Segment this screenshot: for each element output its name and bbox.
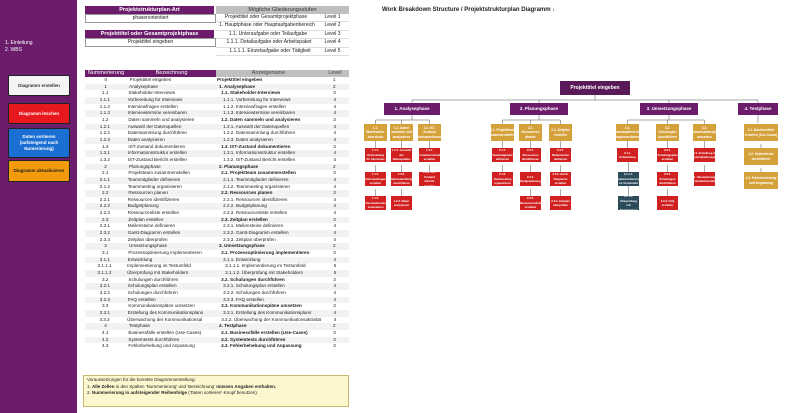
cell-level: 3 <box>333 190 336 196</box>
cell-display-name: 1.3.1. Informationsstruktur erstellen <box>223 150 296 156</box>
cell-level: 2 <box>333 323 336 329</box>
cell-level: 4 <box>333 309 337 315</box>
cell-display-name: 3.1.1.1. Implementierung im Testumfeld <box>225 263 306 269</box>
cell-name[interactable]: Informationsstruktur erstellen <box>127 150 187 156</box>
cell-name[interactable]: Gantt-Diagramm erstellen <box>127 230 181 236</box>
level-label: Level 5 <box>324 47 341 54</box>
cell-name[interactable]: Fehlerbehebung und Anpassung <box>128 343 195 349</box>
cell-name[interactable]: Kommunikationspläne umsetzen <box>128 303 195 309</box>
cell-display-name: 2. Planungsphase <box>219 163 259 169</box>
cell-name[interactable]: Ressourcen identifizieren <box>127 196 180 202</box>
col-numbering: Nummerierung <box>85 70 127 77</box>
wbs-l4-node[interactable]: 1.2.1. Auswahl der Datenquellen <box>391 148 412 162</box>
cell-numbering[interactable]: 2.2 <box>102 190 109 196</box>
note-line-1-end: müssen Angaben enthalten. <box>216 383 277 389</box>
cell-name[interactable]: Implementierung im Testumfeld <box>127 263 191 269</box>
wbs-l3-node[interactable]: 3.2. Schulungen durchführen <box>656 124 679 141</box>
nav-link-einleitung[interactable]: 1. Einleitung <box>5 40 33 46</box>
cell-numbering[interactable]: 3 <box>104 243 107 249</box>
create-diagram-button[interactable]: Diagramm erstellen <box>8 75 70 96</box>
wbs-l4-node[interactable]: 3.3.2. Überwachung der Kommunikationsaktivität <box>694 172 715 186</box>
cell-level: 4 <box>333 183 337 189</box>
cell-display-name: 4.3. Fehlerbehebung und Anpassung <box>221 343 302 349</box>
cell-name[interactable]: IST-Zustand Bericht erstellen <box>127 156 187 162</box>
cell-numbering[interactable]: 2.3.3 <box>99 236 110 242</box>
cell-level: 4 <box>333 316 337 322</box>
cell-numbering[interactable]: 2 <box>104 163 107 169</box>
wbs-l3-node[interactable]: 1.3. IST-Zustand dokumentieren <box>418 124 441 141</box>
cell-level: 3 <box>333 329 336 335</box>
cell-numbering[interactable]: 3.2.2 <box>99 290 110 295</box>
cell-name[interactable]: IST-Zustand dokumentieren <box>128 143 186 149</box>
cell-numbering[interactable]: 3.3.1 <box>99 309 110 315</box>
cell-display-name: 3. Umsetzungsphase <box>219 243 265 249</box>
cell-name[interactable]: Analysephase <box>129 83 158 89</box>
cell-level: 4 <box>333 156 337 162</box>
cell-numbering[interactable]: 1 <box>104 83 107 89</box>
cell-display-name: 4.2. Systemtests durchführen <box>221 336 286 342</box>
cell-numbering[interactable]: 4.1 <box>102 329 109 335</box>
cell-name[interactable]: Teammitglieder definieren <box>127 176 181 182</box>
cell-level: 4 <box>333 256 337 262</box>
cell-numbering[interactable]: 1.1.1 <box>99 96 110 102</box>
cell-display-name: 1.1. Stakeholder-Interviews <box>221 90 281 96</box>
cell-level: 5 <box>333 263 337 269</box>
wbs-l3-node[interactable]: 2.2. Ressourcen planen <box>519 124 542 141</box>
wbs-l3-node[interactable]: 3.3. Kommunikationspläne umsetzen <box>693 124 716 141</box>
cell-name[interactable]: Vorbereitung für Interviews <box>127 96 183 102</box>
cell-numbering[interactable]: 3.3 <box>102 303 109 309</box>
cell-level: 2 <box>333 83 336 89</box>
wbs-l4-node[interactable]: 1.3.1. Informationsstruktur erstellen <box>415 148 444 162</box>
cell-display-name: 2.3.3. Zeitplan überprüfen <box>223 236 276 242</box>
cell-level: 4 <box>333 290 337 295</box>
cell-name[interactable]: Interviewfragen erstellen <box>127 103 178 109</box>
cell-display-name: 1.1.3. Interviewtermine vereinbaren <box>223 110 296 116</box>
wbs-l4-node[interactable]: 1.1.3. Interviewtermine vereinbaren <box>364 196 387 210</box>
cell-numbering[interactable]: 2.2.3 <box>99 210 110 216</box>
cell-numbering[interactable]: 3.1.1 <box>99 256 110 262</box>
note-line-1: 1. Alle Zellen in den Spalten 'Nummerierung' und 'Bezeichnung' müssen Angaben enthalten. <box>87 383 277 389</box>
structure-type-select[interactable]: phasenorientiert <box>85 14 216 23</box>
wbs-l4-node[interactable]: 3.2.2. Schulungen durchführen <box>657 172 678 186</box>
cell-numbering[interactable]: 1.2 <box>102 116 109 122</box>
wbs-l3-node[interactable]: 1.1. Stakeholder-Interviews <box>364 124 387 141</box>
wbs-l3-node[interactable]: 2.1. Projektteam zusammenstellen <box>491 124 514 141</box>
note-line-2: 2. Nummerierung in aufsteigender Reihenfolge ('Daten sortieren'-Knopf benutzen). <box>87 390 259 395</box>
cell-numbering[interactable]: 3.3.2 <box>99 316 110 322</box>
cell-numbering[interactable]: 4.2 <box>102 336 109 342</box>
level-label: Level 2 <box>324 22 341 29</box>
cell-level: 4 <box>333 210 337 216</box>
cell-level: 4 <box>333 110 337 116</box>
cell-name[interactable]: Planungsphase <box>129 163 161 169</box>
cell-level: 3 <box>333 250 336 256</box>
top-level-input[interactable]: Projekttitel eingeben <box>85 38 216 47</box>
cell-name[interactable]: FAQ erstellen <box>127 296 156 302</box>
cell-display-name: 1.2. Daten sammeln und analysieren <box>221 116 301 122</box>
cell-numbering[interactable]: 1.3 <box>102 143 109 149</box>
cell-numbering[interactable]: 2.3.1 <box>99 223 110 229</box>
cell-display-name: 4. Testphase <box>219 323 247 329</box>
note-line-1-bold: Alle Zellen <box>92 383 115 389</box>
cell-display-name: 1.2.3. Daten analysieren <box>223 136 273 142</box>
cell-name[interactable]: Datensammlung durchführen <box>127 130 187 136</box>
cell-display-name: 3.1.1.2. Überprüfung mit Stakeholdern <box>225 270 304 276</box>
wbs-l3-node[interactable]: 2.3. Zeitplan erstellen <box>549 124 572 141</box>
delete-diagram-button[interactable]: Diagramm löschen <box>8 103 70 124</box>
wbs-l4-node[interactable]: 1.3.2. IST-Zustand Bericht erstellen <box>419 172 440 186</box>
level-desc: 1.1.1. Detailaufgabe oder Arbeitspaket <box>226 39 312 46</box>
note-line-2-end: ('Daten sortieren'-Knopf benutzen). <box>187 390 259 395</box>
level-desc: 1. Hauptphase oder Hauptaufgabenbereich <box>219 22 315 29</box>
cell-level: 4 <box>333 130 337 136</box>
cell-name[interactable]: Auswahl der Datenquellen <box>127 123 182 129</box>
col-name: Bezeichnung <box>127 70 216 77</box>
cell-name[interactable]: Ressourcenliste erstellen <box>127 210 180 216</box>
cell-display-name: 1.2.1. Auswahl der Datenquellen <box>223 123 290 129</box>
diagram-title-text: Work Breakdown Structure / Projektstrukturplan Diagramm <box>382 7 551 13</box>
cell-numbering[interactable]: 3.2.3 <box>99 296 110 302</box>
wbs-l3-node[interactable]: 1.2. Daten sammeln und analysieren <box>390 124 413 141</box>
cell-display-name: 2.1. Projektteam zusammenstellen <box>221 170 296 176</box>
cell-name[interactable]: Umsetzungsphase <box>129 243 168 249</box>
cell-numbering[interactable]: 1.2.2 <box>99 130 110 136</box>
wbs-l4-node[interactable]: 1.2.2. Datensammlung durchführen <box>390 172 413 186</box>
cell-display-name: 1.3. IST-Zustand dokumentieren <box>221 143 291 149</box>
cell-name[interactable]: Daten sammeln und analysieren <box>128 116 195 122</box>
cell-name[interactable]: Teammeeting organisieren <box>127 183 182 189</box>
wbs-l4-node[interactable]: 2.3.1. Meilensteine definieren <box>550 148 571 162</box>
cell-level: 2 <box>333 163 336 169</box>
cell-level: 5 <box>333 270 337 276</box>
level-desc: 1.1.1.1. Einzelaufgabe oder Tätigkeit <box>229 47 311 54</box>
wbs-l3-node[interactable]: 4.2. Systemtests durchführen <box>744 148 778 165</box>
cell-numbering[interactable]: 2.1 <box>102 170 109 176</box>
wbs-l4-node[interactable]: 2.2.1. Ressourcen identifizieren <box>521 148 540 162</box>
cell-level: 3 <box>333 336 336 342</box>
cell-display-name: 2.3.2. Gantt-Diagramm erstellen <box>223 230 289 236</box>
cell-numbering[interactable]: 2.1.1 <box>99 176 110 182</box>
cell-display-name: 1.1.1. Vorbereitung für Interviews <box>223 96 291 102</box>
cell-display-name: 3.3.2. Überwachung der Kommunikationsaktivität <box>221 316 322 322</box>
top-level-header: Projekttitel oder Gesamtprojektphase <box>85 30 214 38</box>
wbs-l4-node[interactable]: 3.2.1. Schulungsplan erstellen <box>657 148 678 162</box>
wbs-l5-node[interactable]: 3.1.1.2. Überprüfung mit Stakeholdern <box>619 194 638 212</box>
cell-name[interactable]: Stakeholder-Interviews <box>128 90 176 96</box>
cell-level: 3 <box>333 276 336 282</box>
cell-name[interactable]: Überwachung der Kommunikationsal <box>127 316 203 322</box>
level-desc: 1.1. Unteraufgabe oder Teilaufgabe <box>228 30 308 37</box>
wbs-l4-node[interactable]: 3.1.1. Entwicklung <box>617 148 638 162</box>
cell-name[interactable]: Zeitplan überprüfen <box>127 236 168 242</box>
wbs-l5-node[interactable]: 3.1.1.1. Implementierung im Testumfeld <box>617 172 640 186</box>
cell-display-name: 2.2.1. Ressourcen identifizieren <box>223 196 288 202</box>
cell-display-name: 3.2.3. FAQ erstellen <box>223 296 264 302</box>
cell-display-name: 3.2.1. Schulungsplan erstellen <box>223 283 285 289</box>
cell-level: 3 <box>333 90 336 96</box>
wbs-l4-node[interactable]: 1.2.3. Daten analysieren <box>391 196 412 210</box>
cell-name[interactable]: Schulungen durchführen <box>128 276 179 282</box>
cell-display-name: 1. Analysephase <box>219 83 255 89</box>
cell-name[interactable]: Zeitplan erstellen <box>128 216 164 222</box>
cell-name[interactable]: Businessfälle erstellen (Use-Cases) <box>128 329 202 335</box>
cell-display-name: 2.2.3. Ressourcenliste erstellen <box>223 210 288 216</box>
note-line-1-mid: in den Spalten 'Nummerierung' und 'Bezeichnung' <box>114 383 217 389</box>
cell-name[interactable]: Projektteam zusammenstellen <box>128 170 190 176</box>
cell-level: 4 <box>333 196 337 202</box>
cell-level: 2 <box>333 243 336 249</box>
cell-level: 3 <box>333 170 336 176</box>
cell-level: 4 <box>333 103 337 109</box>
cell-level: 4 <box>333 150 337 156</box>
wbs-l3-node[interactable]: 3.1. Prozessoptimierung implementieren <box>616 124 639 141</box>
cell-display-name: 3.1.1. Entwicklung <box>223 256 261 262</box>
cell-name[interactable]: Testphase <box>129 323 150 329</box>
cell-display-name: 3.2.2. Schulungen durchführen <box>223 290 286 295</box>
wbs-l3-node[interactable]: 4.3. Fehlerbehebung und Anpassung <box>744 172 778 189</box>
cell-name[interactable]: Budgetplanung <box>127 203 159 209</box>
cell-level: 4 <box>333 230 337 236</box>
levels-header: Mögliche Gliederungsstufen <box>216 6 349 14</box>
cell-display-name: 4.1. Businessfälle erstellen (Use-Cases) <box>221 329 308 335</box>
cell-name[interactable]: Erstellung des Kommunikationsplans <box>127 309 204 315</box>
wbs-l4-node[interactable]: 2.2.3. Ressourcenliste erstellen <box>519 196 542 210</box>
cell-display-name: 3.2. Schulungen durchführen <box>221 276 285 282</box>
note-title: Voraussetzungen für die korrekte Diagrammerstellung: <box>87 377 196 382</box>
level-label: Level 4 <box>324 39 341 46</box>
cell-level: 3 <box>333 303 336 309</box>
cell-name[interactable]: Daten analysieren <box>127 136 165 142</box>
cell-numbering[interactable]: 3.1 <box>102 250 109 256</box>
cell-level: 3 <box>333 143 336 149</box>
cell-display-name: 1.3.2. IST-Zustand Bericht erstellen <box>223 156 296 162</box>
cell-numbering[interactable]: 2.3 <box>102 216 109 222</box>
wbs-l4-node[interactable]: 2.3.2. Gantt-Diagramm erstellen <box>550 172 571 186</box>
wbs-l3-node[interactable]: 4.1. Businessfälle erstellen (Use-Cases) <box>744 124 778 141</box>
cell-numbering[interactable]: 3.2 <box>102 276 109 282</box>
cell-numbering[interactable]: 4.3 <box>102 343 109 349</box>
cell-display-name: 2.1.2. Teammeeting organisieren <box>223 183 290 189</box>
col-level: Level <box>321 70 349 77</box>
cell-level: 4 <box>333 136 337 142</box>
cell-name[interactable]: Überprüfung mit Stakeholdern <box>127 270 189 276</box>
wbs-l4-node[interactable]: 3.3.1. Erstellung des Kommunikationsplans <box>694 148 715 162</box>
cell-level: 1 <box>332 77 336 82</box>
update-diagram-button[interactable]: Diagramm aktualisieren <box>8 160 70 182</box>
cell-display-name: 2.2.2. Budgetplanung <box>223 203 267 209</box>
cell-level: 4 <box>333 176 337 182</box>
cell-numbering[interactable]: 1.2.1 <box>99 123 110 129</box>
cell-display-name: 2.1.1. Teammitglieder definieren <box>223 176 289 182</box>
level-desc: Projekttitel oder Gesamtprojektphase <box>224 14 308 20</box>
col-display-name: Anzeigename <box>216 70 321 77</box>
wbs-root-node[interactable]: Projekttitel eingeben <box>560 81 630 95</box>
cell-numbering[interactable]: 2.2.2 <box>99 203 110 209</box>
wbs-phase-node[interactable]: 1. Analysephase <box>384 103 440 115</box>
cell-name[interactable]: Meilensteine definieren <box>127 223 175 229</box>
cell-level: 3 <box>333 343 336 349</box>
wbs-l4-node[interactable]: 1.1.2. Interviewfragen erstellen <box>365 172 386 186</box>
cell-numbering[interactable]: 2.3.2 <box>99 230 110 236</box>
cell-name[interactable]: Systemtests durchführen <box>128 336 180 342</box>
cell-display-name: 1.1.2. Interviewfragen erstellen <box>223 103 286 109</box>
cell-numbering[interactable]: 1.1.2 <box>99 103 110 109</box>
cell-level: 4 <box>333 236 337 242</box>
cell-numbering[interactable]: 1.3.1 <box>99 150 110 156</box>
wbs-l4-node[interactable]: 2.2.2. Budgetplanung <box>520 172 541 186</box>
cell-name[interactable]: Schulungsplan erstellen <box>127 283 177 289</box>
wbs-l4-node[interactable]: 1.1.1. Vorbereitung für Interviews <box>366 148 385 162</box>
cell-display-name: 2.3. Zeitplan erstellen <box>221 216 268 222</box>
note-line-2-bold: Nummerierung in aufsteigender Reihenfolge <box>92 390 188 395</box>
cell-numbering[interactable]: 3.2.1 <box>99 283 110 289</box>
cell-numbering[interactable]: 1.1.3 <box>99 110 110 116</box>
cell-numbering[interactable]: 3.1.1.2 <box>97 270 112 276</box>
cell-display-name: 2.2. Ressourcen planen <box>221 190 273 196</box>
wbs-l4-node[interactable]: 2.3.3. Zeitplan überprüfen <box>550 196 571 210</box>
cell-numbering[interactable]: 4 <box>104 323 107 329</box>
cell-name[interactable]: Schulungen durchführen <box>127 290 178 295</box>
cell-level: 4 <box>333 223 337 229</box>
cell-numbering[interactable]: 1.2.3 <box>99 136 110 142</box>
cell-numbering[interactable]: 1.1 <box>102 90 109 96</box>
cell-display-name: 2.3.1. Meilensteine definieren <box>223 223 284 229</box>
wbs-phase-node[interactable]: 4. Testphase <box>738 103 778 115</box>
cell-numbering[interactable]: 2.2.1 <box>99 196 110 202</box>
wbs-l4-node[interactable]: 3.2.3. FAQ erstellen <box>657 196 678 210</box>
wbs-l4-node[interactable]: 2.1.2. Teammeeting organisieren <box>493 172 512 186</box>
cell-numbering[interactable]: 3.1.1.1 <box>97 263 112 269</box>
cell-name[interactable]: Prozessoptimierung implementieren <box>128 250 202 256</box>
cell-display-name: 3.3.1. Erstellung des Kommunikationsplans <box>223 309 312 315</box>
cell-level: 4 <box>333 296 337 302</box>
level-label: Level 1 <box>324 14 341 20</box>
cell-numbering[interactable]: 2.1.2 <box>99 183 110 189</box>
wbs-phase-node[interactable]: 2. Planungsphase <box>510 103 568 115</box>
cell-display-name: 1.2.2. Datensammlung durchführen <box>223 130 296 136</box>
cell-display-name: 3.1. Prozessoptimierung implementieren <box>221 250 310 256</box>
cell-name[interactable]: Ressourcen planen <box>128 190 168 196</box>
structure-type-header: Projektstrukturplan-Art <box>85 6 214 14</box>
nav-link-wbs[interactable]: 2. WBS <box>5 47 22 53</box>
cell-display-name: 3.3. Kommunikationspläne umsetzen <box>221 303 302 309</box>
cell-level: 4 <box>333 96 337 102</box>
cell-level: 3 <box>333 116 336 122</box>
cell-name[interactable]: Projekttitel eingeben <box>129 77 172 82</box>
cell-numbering[interactable]: 0 <box>104 77 108 82</box>
cell-numbering[interactable]: 1.3.2 <box>99 156 110 162</box>
cell-level: 4 <box>333 203 337 209</box>
cell-level: 3 <box>333 216 336 222</box>
cell-level: 4 <box>333 123 337 129</box>
wbs-l4-node[interactable]: 2.1.1. Teammitglieder definieren <box>492 148 513 162</box>
cell-display-name: Projekttitel eingeben <box>217 77 263 82</box>
level-label: Level 3 <box>324 30 341 37</box>
wbs-phase-node[interactable]: 3. Umsetzungsphase <box>640 103 698 115</box>
arrow-down-icon: ↓ <box>552 7 556 13</box>
sort-data-button[interactable]: Daten sortieren (aufsteigend nach Numerierung) <box>8 128 70 158</box>
cell-name[interactable]: Entwicklung <box>127 256 153 262</box>
cell-level: 4 <box>333 283 337 289</box>
cell-name[interactable]: Interviewtermine vereinbaren <box>127 110 187 116</box>
